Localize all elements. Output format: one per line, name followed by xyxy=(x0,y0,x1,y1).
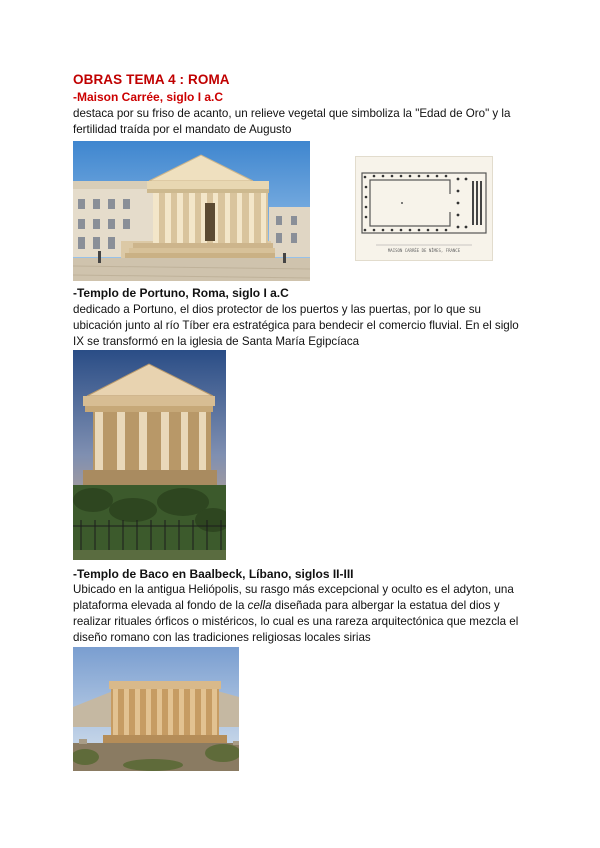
floor-plan-caption: MAISON CARRÉE DE NÎMES, FRANCE xyxy=(387,248,461,253)
maison-carree-photo xyxy=(73,141,310,281)
section-text-baco: Ubicado en la antigua Heliópolis, su rasgo más excepcional y oculto es el adyton, una plataforma elevada al fondo de la cella diseñada para albergar la estatua del dios y realizar rituales órficos o mistéricos, lo cual es una rareza arquitectónica que mezcla el diseño romano con las tradiciones religiosas locales sirias xyxy=(73,583,519,644)
section-text-maison-carree: destaca por su friso de acanto, un relieve vegetal que simboliza la "Edad de Oro" y la fertilidad traída por el mandato de Augusto xyxy=(73,107,511,136)
temple-of-portunus-photo xyxy=(73,350,226,560)
section-text-portuno: dedicado a Portuno, el dios protector de los puertos y las puertas, por lo que su ubicación junto al río Tíber era estratégica para bendecir el comercio fluvial. En el siglo IX se transformó en la iglesia de Santa María Egipcíaca xyxy=(73,303,519,348)
section-heading-portuno: -Templo de Portuno, Roma, siglo I a.C xyxy=(73,286,289,300)
temple-of-bacchus-photo xyxy=(73,647,239,771)
maison-carree-floor-plan xyxy=(355,156,493,261)
page-title: OBRAS TEMA 4 : ROMA xyxy=(73,72,230,87)
section-heading-maison-carree: -Maison Carrée, siglo I a.C xyxy=(73,90,224,104)
section-heading-baco: -Templo de Baco en Baalbeck, Líbano, siglos II-III xyxy=(73,567,354,581)
